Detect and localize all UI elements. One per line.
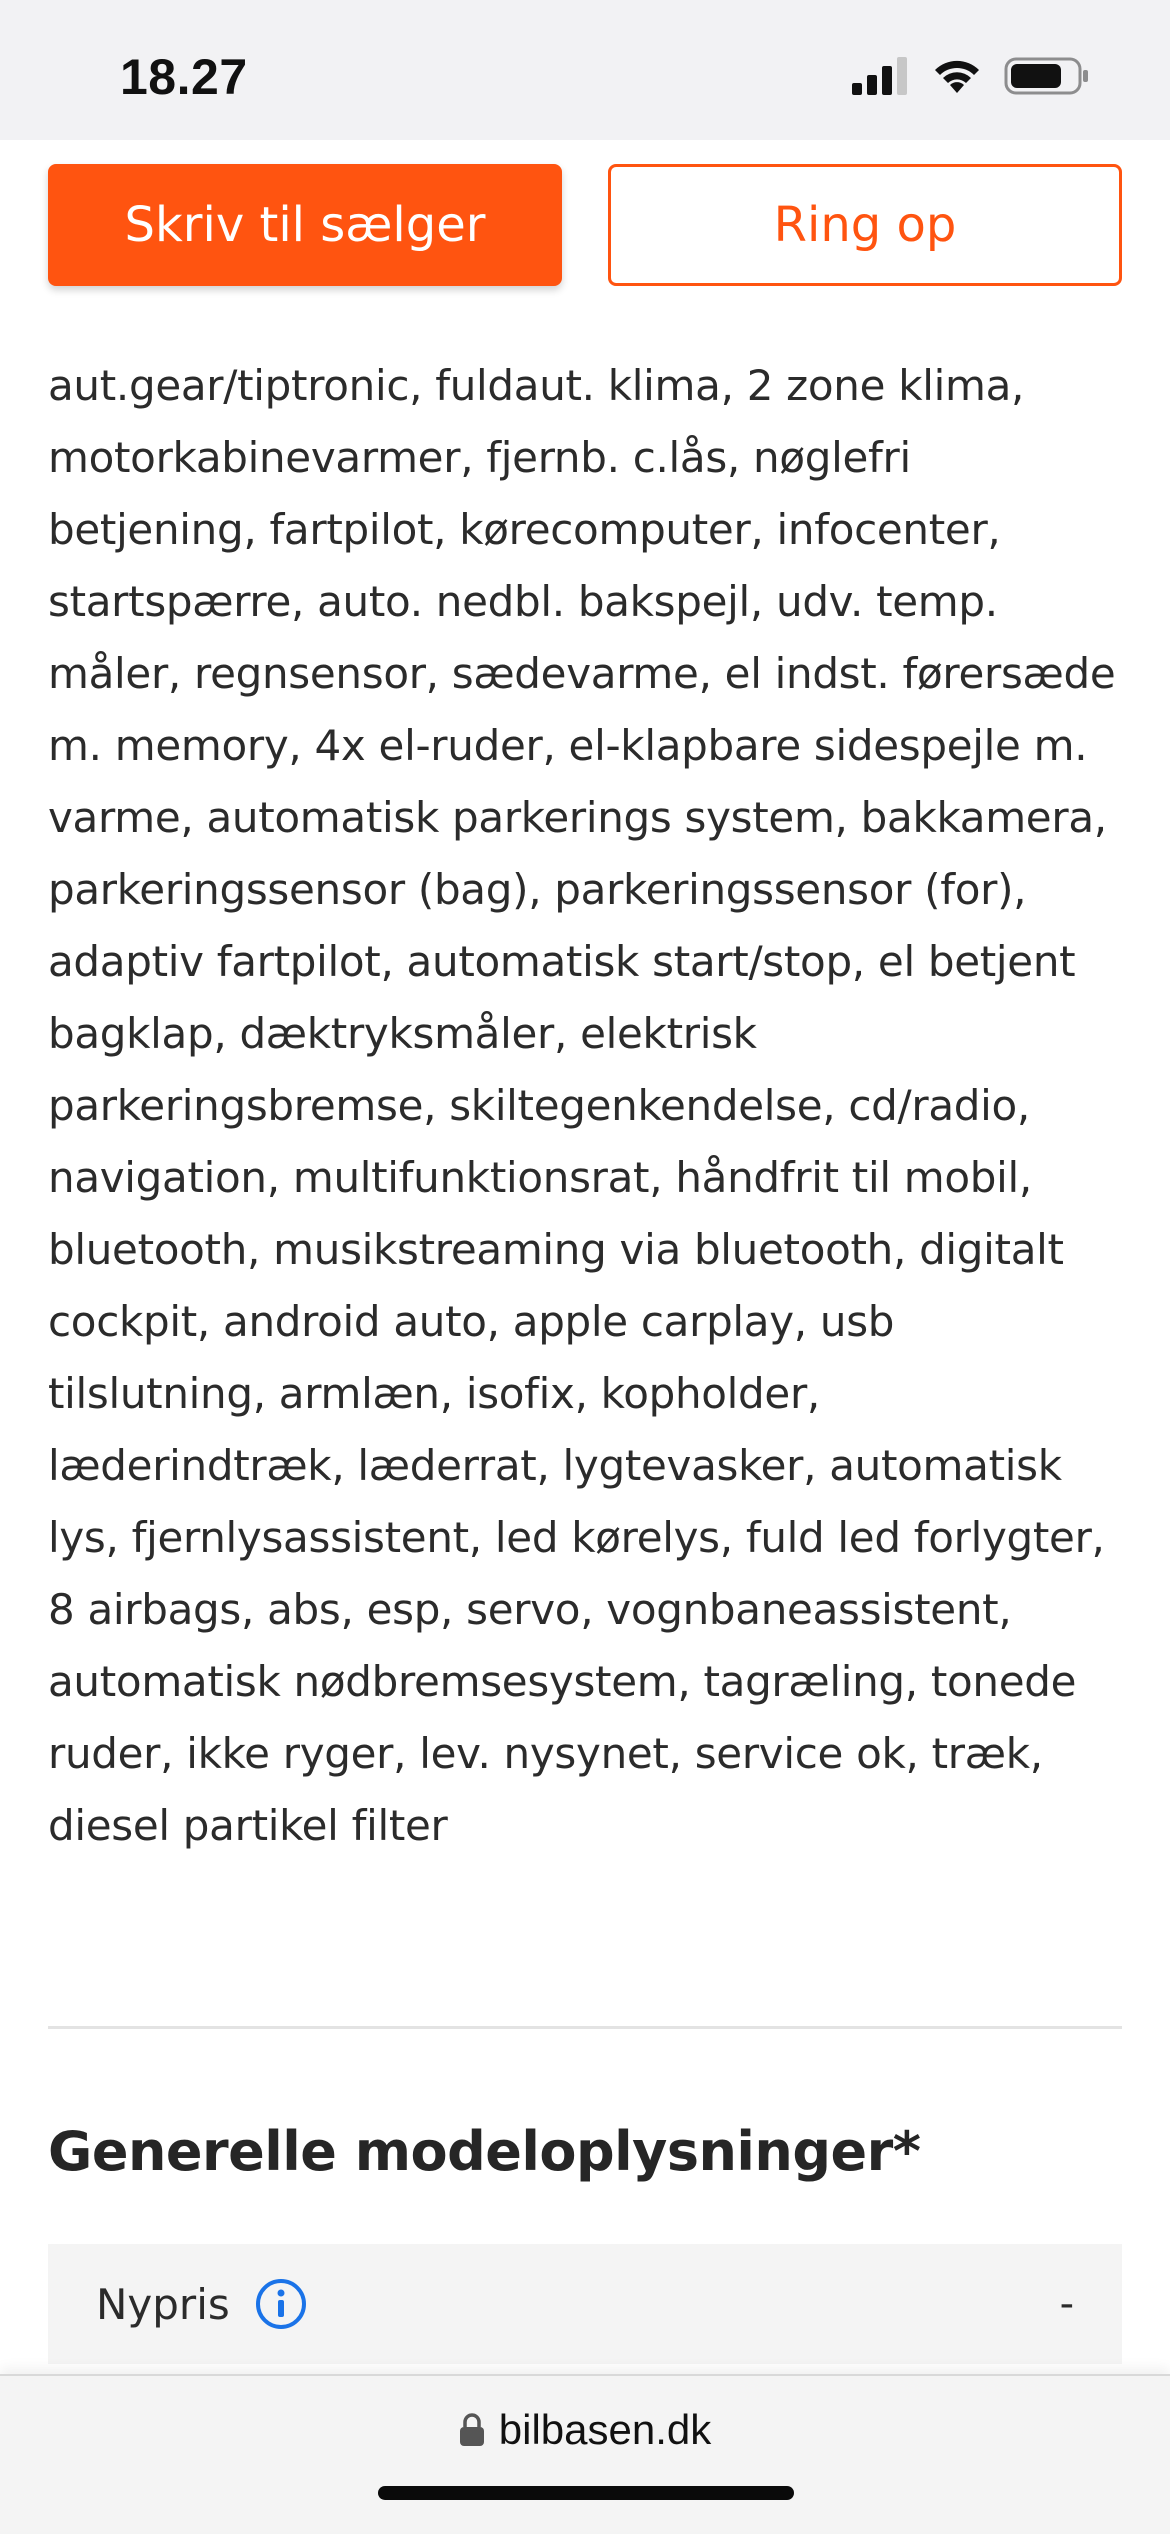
contact-actions: [48, 164, 1122, 286]
spec-row-nypris: [48, 2244, 1122, 2364]
info-icon[interactable]: [254, 2277, 308, 2331]
battery-icon: [1004, 56, 1090, 96]
spec-label: Nypris: [96, 2279, 230, 2329]
url-field[interactable]: [0, 2406, 1170, 2454]
call-button[interactable]: Ring op: [608, 164, 1122, 286]
browser-address-bar: [0, 2374, 1170, 2534]
status-time: 18.27: [120, 49, 248, 105]
home-indicator[interactable]: [378, 2486, 794, 2500]
status-bar: [0, 0, 1170, 140]
spec-value: -: [1059, 2281, 1074, 2327]
signal-icon: [852, 57, 910, 95]
section-divider: [48, 2026, 1122, 2029]
write-to-seller-button[interactable]: Skriv til sælger: [48, 164, 562, 286]
wifi-icon: [932, 57, 982, 95]
model-info-title: Generelle modeloplysninger*: [48, 2120, 921, 2183]
equipment-list: aut.gear/tiptronic, fuldaut. klima, 2 zone klima, motorkabinevarmer, fjernb. c.lås, nøglefri betjening, fartpilot, kørecomputer, infocenter, startspærre, auto. nedbl. bakspejl, udv. temp. måler, regnsensor, sædevarme, el indst. førersæde m. memory, 4x el-ruder, el-klapbare sidespejle m. varme, automatisk parkerings system, bakkamera, parkeringssensor (bag), parkeringssensor (for), adaptiv fartpilot, automatisk start/stop, el betjent bagklap, dæktryksmåler, elektrisk parkeringsbremse, skiltegenkendelse, cd/radio, navigation, multifunktionsrat, håndfrit til mobil, bluetooth, musikstreaming via bluetooth, digitalt cockpit, android auto, apple carplay, usb tilslutning, armlæn, isofix, kopholder, læderindtræk, læderrat, lygtevasker, automatisk lys, fjernlysassistent, led kørelys, fuld led forlygter, 8 airbags, abs, esp, servo, vognbaneassistent, automatisk nødbremsesystem, tagræling, tonede ruder, ikke ryger, lev. nysynet, service ok, træk, diesel partikel filter: [48, 361, 1116, 1850]
lock-icon: [459, 2413, 485, 2447]
status-icons: [852, 54, 1090, 98]
url-text: bilbasen.dk: [498, 2406, 712, 2453]
